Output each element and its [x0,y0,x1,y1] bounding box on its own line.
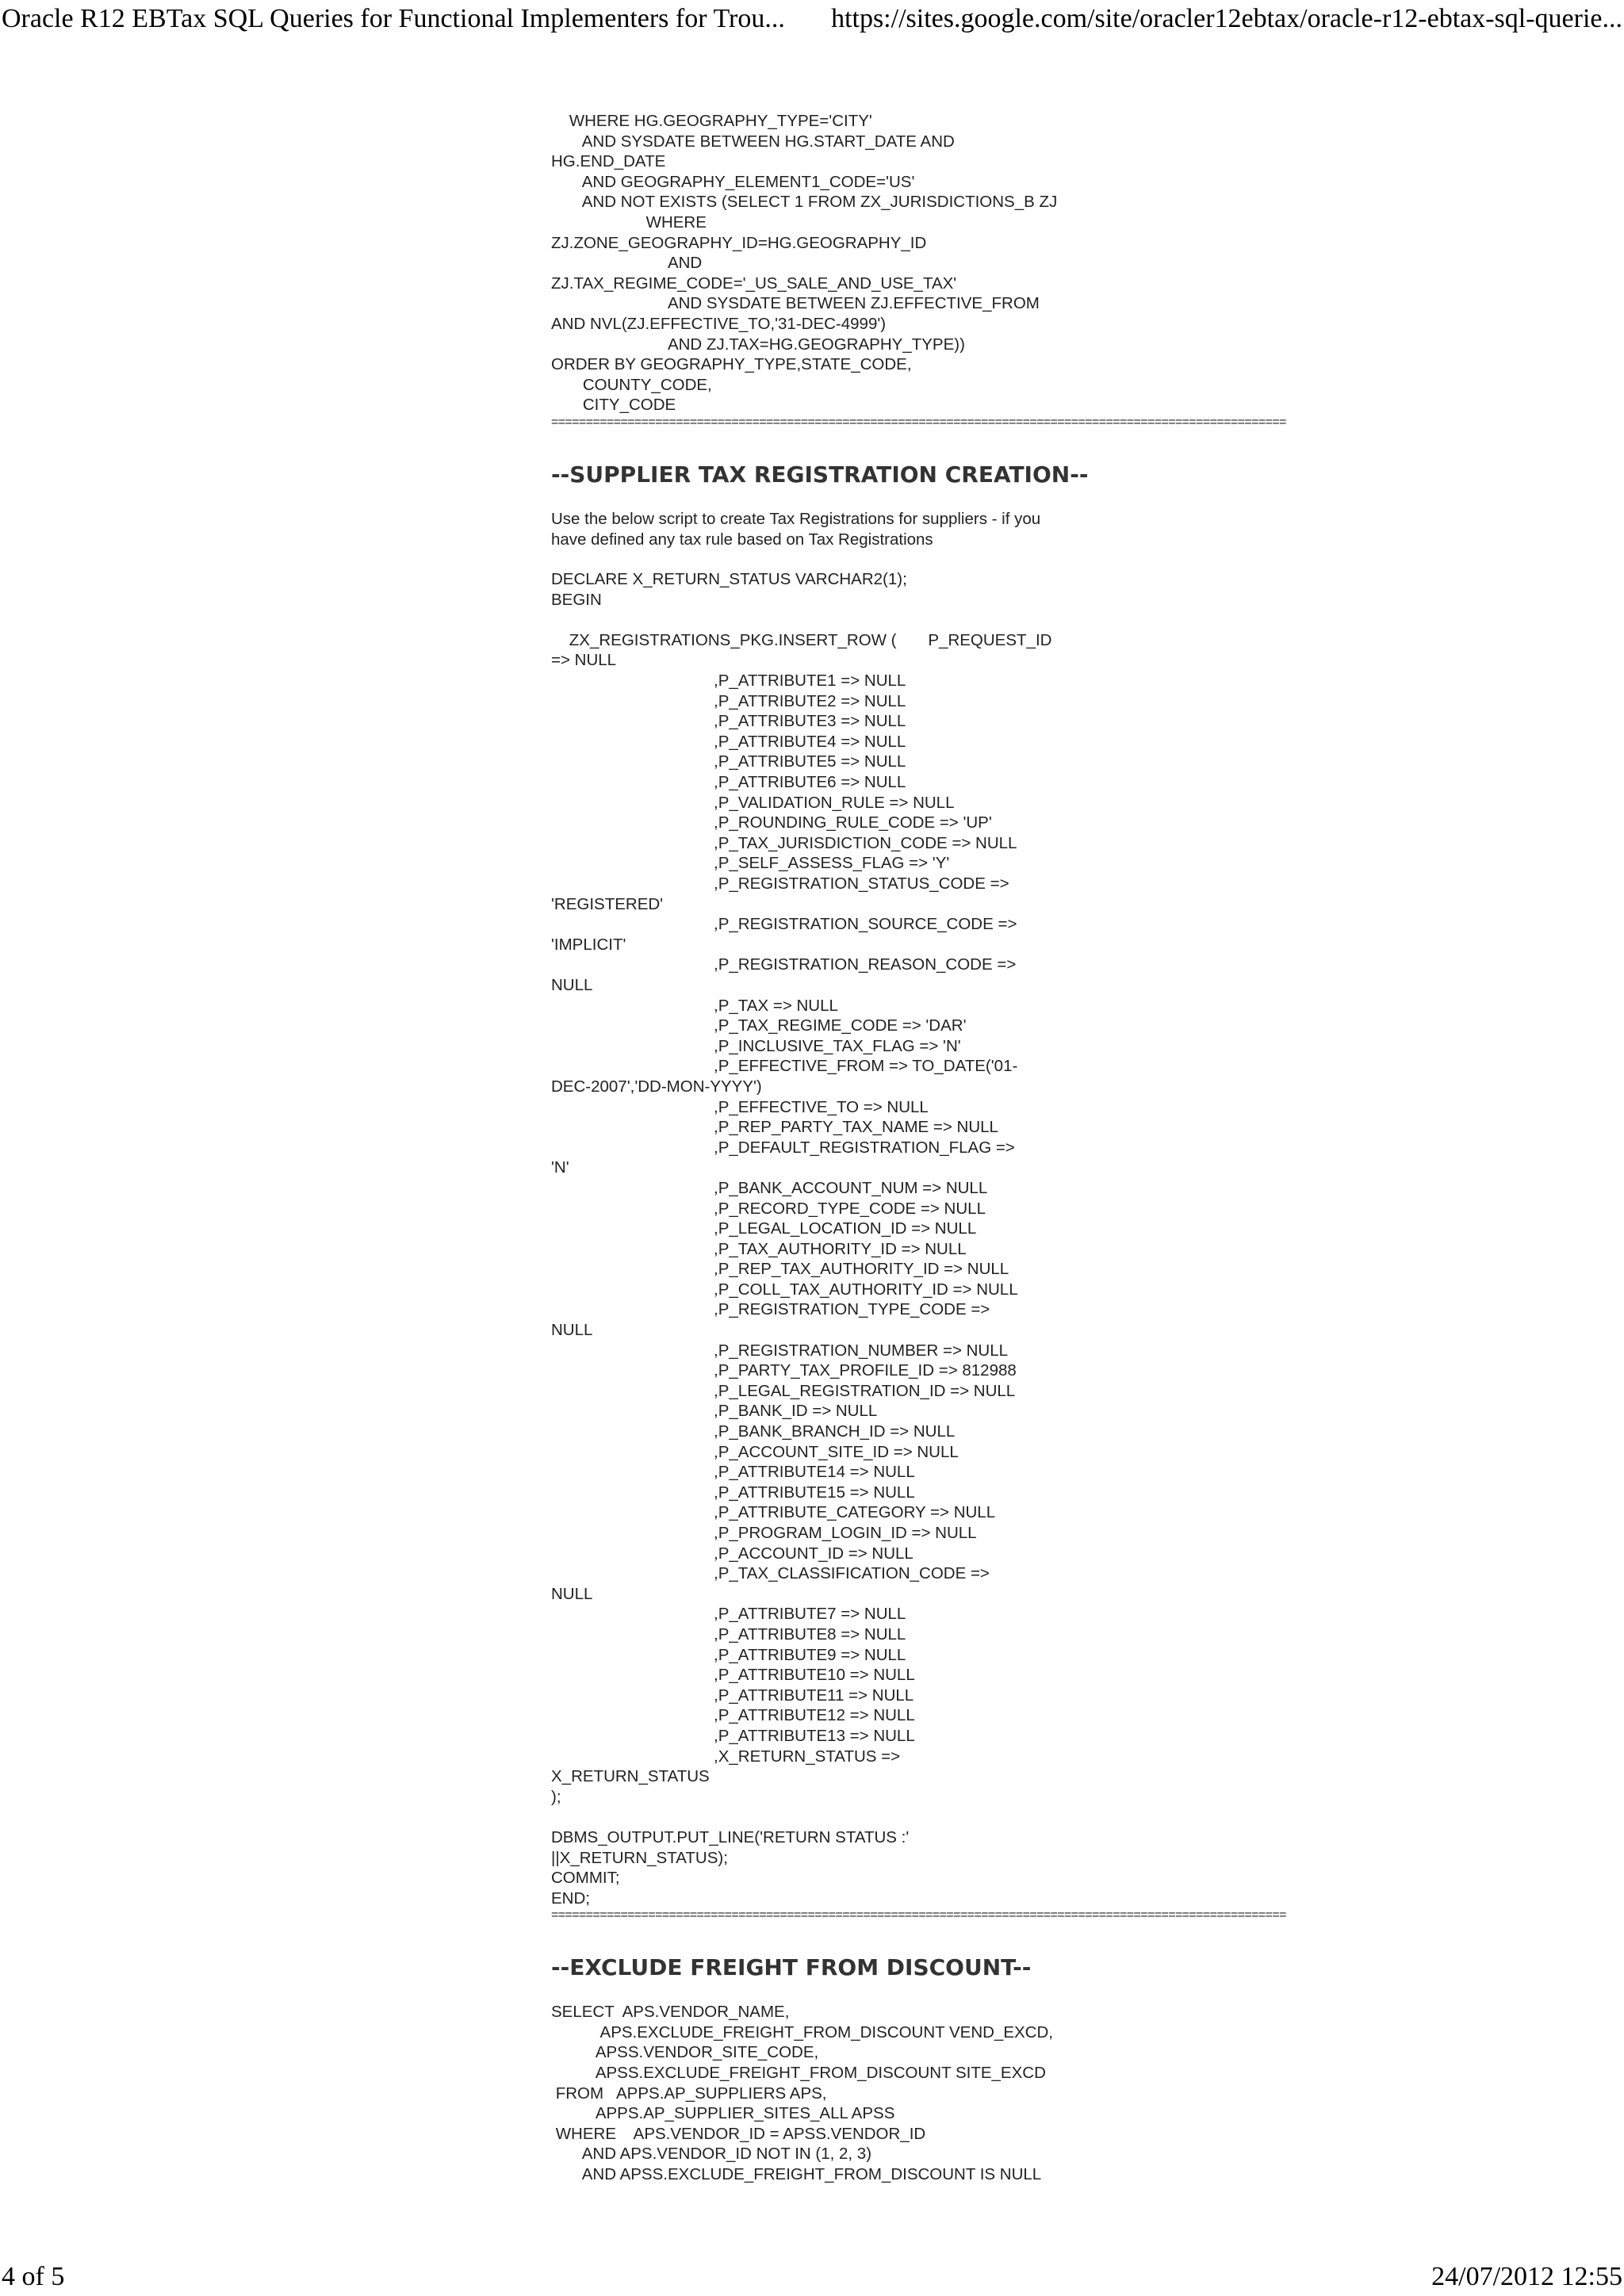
supplier-intro-text: Use the below script to create Tax Registrations for suppliers - if you have defined any tax rule based on Tax Registrations [551,509,1041,549]
supplier-tax-registration-heading: --SUPPLIER TAX REGISTRATION CREATION-- [551,461,1089,488]
print-header [0,0,1624,38]
page-title: Oracle R12 EBTax SQL Queries for Functional Implementers for Trou... [2,4,785,33]
separator-line: ========================================================================================================== [551,415,1286,429]
exclude-freight-query: SELECT APS.VENDOR_NAME, APS.EXCLUDE_FREIGHT_FROM_DISCOUNT VEND_EXCD, APSS.VENDOR_SITE_CODE, APSS.EXCLUDE_FREIGHT_FROM_DISCOUNT SITE_EXCD FROM APPS.AP_SUPPLIERS APS, APPS.AP_SUPPLIER_SITES_ALL APSS WHERE APS.VENDOR_ID = APSS.VENDOR_ID AND APS.VENDOR_ID NOT IN (1, 2, 3) AND APSS.EXCLUDE_FREIGHT_FROM_DISCOUNT IS NULL [551,2003,1053,2184]
geography-query-tail: WHERE HG.GEOGRAPHY_TYPE='CITY' AND SYSDATE BETWEEN HG.START_DATE AND HG.END_DATE AND GEOGRAPHY_ELEMENT1_CODE='US' AND NOT EXISTS (SELECT 1 FROM ZX_JURISDICTIONS_B ZJ WHERE ZJ.ZONE_GEOGRAPHY_ID=HG.GEOGRAPHY_ID AND ZJ.TAX_REGIME_CODE='_US_SALE_AND_USE_TAX' AND SYSDATE BETWEEN ZJ.EFFECTIVE_FROM AND NVL(ZJ.EFFECTIVE_TO,'31-DEC-4999') AND ZJ.TAX=HG.GEOGRAPHY_TYPE)) ORDER BY GEOGRAPHY_TYPE,STATE_CODE, COUNTY_CODE, CITY_CODE [551,112,1058,415]
document-body [551,111,1530,2185]
separator-line: ========================================================================================================== [551,1908,1286,1923]
print-datetime: 24/07/2012 12:55 [1431,2262,1622,2291]
print-footer [0,2258,1624,2296]
page-indicator: 4 of 5 [2,2262,65,2291]
exclude-freight-heading: --EXCLUDE FREIGHT FROM DISCOUNT-- [551,1954,1032,1981]
supplier-registration-script: DECLARE X_RETURN_STATUS VARCHAR2(1); BEGIN ZX_REGISTRATIONS_PKG.INSERT_ROW ( P_REQUEST_ID => NULL ,P_ATTRIBUTE1 => NULL ,P_ATTRIBUTE2 => NULL ,P_ATTRIBUTE3 => NULL ,P_ATTRIBUTE4 => NULL ,P_ATTRIBUTE5 => NULL ,P_ATTRIBUTE6 => NULL ,P_VALIDATION_RULE => NULL ,P_ROUNDING_RULE_CODE => 'UP' ,P_TAX_JURISDICTION_CODE => NULL ,P_SELF_ASSESS_FLAG => 'Y' ,P_REGISTRATION_STATUS_CODE => 'REGISTERED' ,P_REGISTRATION_SOURCE_CODE => 'IMPLICIT' ,P_REGISTRATION_REASON_CODE => NULL ,P_TAX => NULL ,P_TAX_REGIME_CODE => 'DAR' ,P_INCLUSIVE_TAX_FLAG => 'N' ,P_EFFECTIVE_FROM => TO_DATE('01- DEC-2007','DD-MON-YYYY') ,P_EFFECTIVE_TO => NULL ,P_REP_PARTY_TAX_NAME => NULL ,P_DEFAULT_REGISTRATION_FLAG => 'N' ,P_BANK_ACCOUNT_NUM => NULL ,P_RECORD_TYPE_CODE => NULL ,P_LEGAL_LOCATION_ID => NULL ,P_TAX_AUTHORITY_ID => NULL ,P_REP_TAX_AUTHORITY_ID => NULL ,P_COLL_TAX_AUTHORITY_ID => NULL ,P_REGISTRATION_TYPE_CODE => NULL ,P_REGISTRATION_NUMBER => NULL ,P_PARTY_TAX_PROFILE_ID => 812988 ,P_LEGAL_REGISTRATION_ID => NULL ,P_BANK_ID => NULL ,P_BANK_BRANCH_ID => NULL ,P_ACCOUNT_SITE_ID => NULL ,P_ATTRIBUTE14 => NULL ,P_ATTRIBUTE15 => NULL ,P_ATTRIBUTE_CATEGORY => NULL ,P_PROGRAM_LOGIN_ID => NULL ,P_ACCOUNT_ID => NULL ,P_TAX_CLASSIFICATION_CODE => NULL ,P_ATTRIBUTE7 => NULL ,P_ATTRIBUTE8 => NULL ,P_ATTRIBUTE9 => NULL ,P_ATTRIBUTE10 => NULL ,P_ATTRIBUTE11 => NULL ,P_ATTRIBUTE12 => NULL ,P_ATTRIBUTE13 => NULL ,X_RETURN_STATUS => X_RETURN_STATUS ); DBMS_OUTPUT.PUT_LINE('RETURN STATUS :' ||X_RETURN_STATUS); COMMIT; END; [551,570,1052,1908]
page-url[interactable]: https://sites.google.com/site/oracler12ebtax/oracle-r12-ebtax-sql-querie... [831,4,1622,33]
